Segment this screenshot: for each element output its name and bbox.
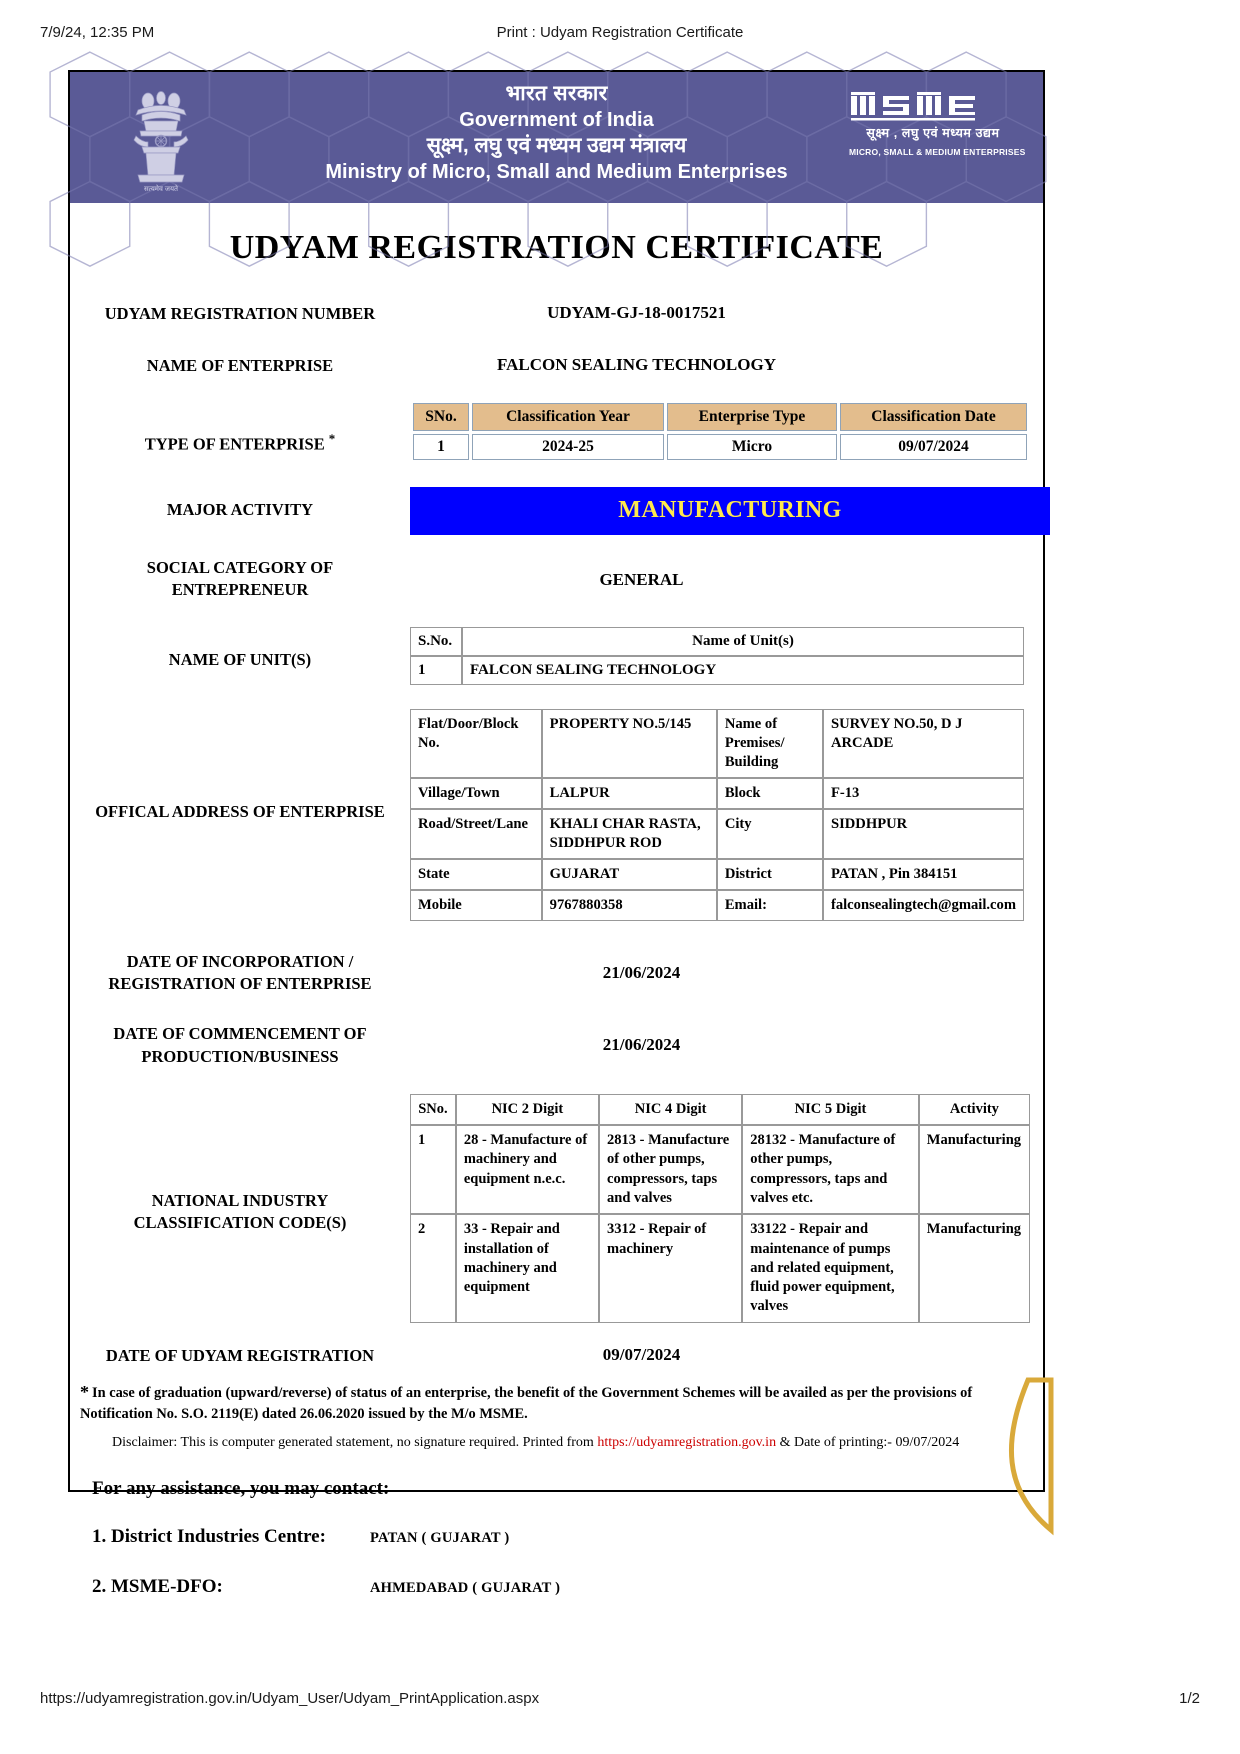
footnote-line1: In case of graduation (upward/reverse) of status of an enterprise, the benefit of the Government Schemes will be availed as per the provisions of bbox=[92, 1384, 973, 1401]
cell-nic-4-digit: 3312 - Repair of machinery bbox=[599, 1214, 742, 1322]
cell-village-value: LALPUR bbox=[542, 778, 717, 809]
major-activity-label: MAJOR ACTIVITY bbox=[166, 499, 314, 519]
table-row bbox=[410, 890, 1024, 921]
assistance-title: For any assistance, you may contact: bbox=[92, 1478, 390, 1500]
col-classification-year: Classification Year bbox=[472, 403, 664, 431]
cell-district-label: District bbox=[717, 859, 823, 890]
social-category-label-line1: SOCIAL CATEGORY OF bbox=[146, 557, 334, 577]
udyam-registration-date-value: 09/07/2024 bbox=[602, 1344, 681, 1364]
cell-unit-sno: 1 bbox=[410, 656, 462, 685]
enterprise-name-label: NAME OF ENTERPRISE bbox=[146, 356, 334, 376]
disclaimer-text-pre: Disclaimer: This is computer generated statement, no signature required. Printed from bbox=[112, 1434, 598, 1450]
row-major-activity bbox=[70, 487, 1043, 535]
major-activity-value: MANUFACTURING bbox=[410, 487, 1050, 535]
col-nic-4-digit: NIC 4 Digit bbox=[599, 1094, 742, 1125]
units-table-wrap bbox=[410, 627, 1043, 685]
row-official-address bbox=[70, 709, 1043, 921]
cell-premises-value: SURVEY NO.50, D J ARCADE bbox=[823, 709, 1024, 778]
row-udyam-registration-date bbox=[70, 1345, 1043, 1367]
classification-table-wrap bbox=[410, 400, 1043, 463]
col-nic-sno: SNo. bbox=[410, 1094, 456, 1125]
table-row bbox=[410, 656, 1024, 685]
dic-label: 1. District Industries Centre: bbox=[92, 1526, 326, 1548]
gov-english: Government of India bbox=[459, 108, 654, 131]
browser-print-header bbox=[0, 24, 1240, 58]
incorporation-date-value: 21/06/2024 bbox=[602, 962, 681, 982]
cell-mobile-value: 9767880358 bbox=[542, 890, 717, 921]
assistance-item-dic bbox=[70, 1526, 1043, 1548]
table-header-row bbox=[410, 1094, 1030, 1125]
cell-nic-5-digit: 28132 - Manufacture of other pumps, compressors, taps and valves etc. bbox=[742, 1125, 919, 1214]
cell-enterprise-type: Micro bbox=[667, 434, 837, 460]
cell-classification-date: 09/07/2024 bbox=[840, 434, 1027, 460]
gold-swoosh-decoration-icon bbox=[933, 1380, 1053, 1530]
cell-classification-year: 2024-25 bbox=[472, 434, 664, 460]
gov-hindi: भारत सरकार bbox=[505, 82, 608, 105]
cell-mobile-label: Mobile bbox=[410, 890, 542, 921]
cell-nic-2-digit: 28 - Manufacture of machinery and equipment n.e.c. bbox=[456, 1125, 599, 1214]
print-footer-page: 1/2 bbox=[1179, 1690, 1200, 1707]
table-row bbox=[410, 709, 1024, 778]
table-row bbox=[410, 1125, 1030, 1214]
table-row bbox=[410, 778, 1024, 809]
row-social-category bbox=[70, 557, 1043, 602]
address-table bbox=[410, 709, 1024, 921]
incorporation-date-label bbox=[70, 951, 410, 996]
nic-table-wrap bbox=[410, 1094, 1043, 1323]
cell-state-label: State bbox=[410, 859, 542, 890]
commencement-date-label-line1: DATE OF COMMENCEMENT OF bbox=[113, 1024, 367, 1044]
cell-city-value: SIDDHPUR bbox=[823, 809, 1024, 859]
col-sno: SNo. bbox=[413, 403, 469, 431]
page-title: UDYAM REGISTRATION CERTIFICATE bbox=[229, 229, 884, 266]
table-row bbox=[413, 434, 1027, 460]
col-enterprise-type: Enterprise Type bbox=[667, 403, 837, 431]
table-row bbox=[410, 1214, 1030, 1322]
ministry-english: Ministry of Micro, Small and Medium Enterprises bbox=[325, 161, 788, 184]
nic-codes-label bbox=[70, 1094, 410, 1235]
social-category-value: GENERAL bbox=[599, 569, 684, 589]
row-nic-codes bbox=[70, 1094, 1043, 1323]
print-title: Print : Udyam Registration Certificate bbox=[496, 24, 744, 41]
cell-nic-activity: Manufacturing bbox=[919, 1125, 1030, 1214]
certificate-banner bbox=[70, 72, 1043, 203]
cell-nic-activity: Manufacturing bbox=[919, 1214, 1030, 1322]
table-row bbox=[410, 809, 1024, 859]
social-category-label bbox=[70, 557, 410, 602]
footnote-star: * bbox=[80, 1381, 89, 1402]
print-timestamp: 7/9/24, 12:35 PM bbox=[40, 24, 155, 41]
msme-logo-english: MICRO, SMALL & MEDIUM ENTERPRISES bbox=[849, 147, 1026, 157]
nic-codes-label-line1: NATIONAL INDUSTRY bbox=[151, 1190, 329, 1210]
commencement-date-label-line2: PRODUCTION/BUSINESS bbox=[141, 1046, 339, 1066]
cell-nic-sno: 1 bbox=[410, 1125, 456, 1214]
cell-block-value: F-13 bbox=[823, 778, 1024, 809]
table-header-row bbox=[413, 403, 1027, 431]
graduation-footnote bbox=[70, 1383, 1043, 1425]
cell-road-value: KHALI CHAR RASTA, SIDDHPUR ROD bbox=[542, 809, 717, 859]
cell-email-label: Email: bbox=[717, 890, 823, 921]
enterprise-type-label-text: TYPE OF ENTERPRISE bbox=[144, 434, 325, 454]
enterprise-type-label bbox=[70, 400, 410, 456]
cell-premises-label: Name of Premises/ Building bbox=[717, 709, 823, 778]
footnote-line2: Notification No. S.O. 2119(E) dated 26.06.2020 issued by the M/o MSME. bbox=[80, 1405, 528, 1422]
ministry-hindi: सूक्ष्म, लघु एवं मध्यम उद्यम मंत्रालय bbox=[426, 134, 687, 158]
col-classification-date: Classification Date bbox=[840, 403, 1027, 431]
cell-unit-name: FALCON SEALING TECHNOLOGY bbox=[462, 656, 1024, 685]
row-registration-number bbox=[70, 303, 1043, 325]
browser-print-footer bbox=[0, 1690, 1240, 1724]
col-nic-2-digit: NIC 2 Digit bbox=[456, 1094, 599, 1125]
col-nic-activity: Activity bbox=[919, 1094, 1030, 1125]
row-unit-names bbox=[70, 627, 1043, 685]
row-enterprise-name bbox=[70, 355, 1043, 377]
classification-table bbox=[410, 400, 1030, 463]
udyam-registration-date-label: DATE OF UDYAM REGISTRATION bbox=[105, 1345, 375, 1365]
urn-label: UDYAM REGISTRATION NUMBER bbox=[104, 304, 376, 323]
col-unit-sno: S.No. bbox=[410, 627, 462, 656]
nic-codes-label-line2: CLASSIFICATION CODE(S) bbox=[133, 1213, 347, 1233]
dfo-label: 2. MSME-DFO: bbox=[92, 1576, 223, 1598]
msme-wordmark-icon bbox=[849, 90, 1017, 124]
cell-nic-4-digit: 2813 - Manufacture of other pumps, compressors, taps and valves bbox=[599, 1125, 742, 1214]
social-category-label-line2: ENTREPRENEUR bbox=[171, 579, 309, 599]
col-unit-name: Name of Unit(s) bbox=[462, 627, 1024, 656]
msme-logo bbox=[849, 90, 1026, 160]
dic-value: PATAN ( GUJARAT ) bbox=[370, 1530, 510, 1547]
cell-flat-value: PROPERTY NO.5/145 bbox=[542, 709, 717, 778]
cell-sno: 1 bbox=[413, 434, 469, 460]
print-footer-url: https://udyamregistration.gov.in/Udyam_User/Udyam_PrintApplication.aspx bbox=[40, 1690, 540, 1707]
udyam-certificate bbox=[68, 70, 1045, 1598]
cell-block-label: Block bbox=[717, 778, 823, 809]
col-nic-5-digit: NIC 5 Digit bbox=[742, 1094, 919, 1125]
row-commencement-date bbox=[70, 1023, 1043, 1068]
row-enterprise-type bbox=[70, 400, 1043, 463]
cell-flat-label: Flat/Door/Block No. bbox=[410, 709, 542, 778]
disclaimer-text-post: & Date of printing:- 09/07/2024 bbox=[776, 1434, 960, 1450]
table-header-row bbox=[410, 627, 1024, 656]
assistance-item-dfo bbox=[70, 1576, 1043, 1598]
cell-district-value: PATAN , Pin 384151 bbox=[823, 859, 1024, 890]
enterprise-name-value: FALCON SEALING TECHNOLOGY bbox=[497, 355, 776, 375]
udyam-portal-link[interactable]: https://udyamregistration.gov.in bbox=[597, 1434, 777, 1450]
nic-table bbox=[410, 1094, 1030, 1323]
unit-names-label: NAME OF UNIT(S) bbox=[168, 650, 312, 670]
incorporation-date-label-line2: REGISTRATION OF ENTERPRISE bbox=[108, 974, 372, 994]
address-table-wrap bbox=[410, 709, 1043, 921]
urn-value: UDYAM-GJ-18-0017521 bbox=[547, 303, 726, 322]
commencement-date-value: 21/06/2024 bbox=[602, 1035, 681, 1055]
cell-email-value: falconsealingtech@gmail.com bbox=[823, 890, 1024, 921]
cell-state-value: GUJARAT bbox=[542, 859, 717, 890]
disclaimer bbox=[70, 1433, 1043, 1453]
table-row bbox=[410, 859, 1024, 890]
official-address-label: OFFICAL ADDRESS OF ENTERPRISE bbox=[95, 802, 385, 822]
cell-village-label: Village/Town bbox=[410, 778, 542, 809]
svg-text:सत्यमेव जयते: सत्यमेव जयते bbox=[143, 186, 179, 193]
cell-nic-5-digit: 33122 - Repair and maintenance of pumps and related equipment, fluid power equipment, valves bbox=[742, 1214, 919, 1322]
cell-road-label: Road/Street/Lane bbox=[410, 809, 542, 859]
row-incorporation-date bbox=[70, 951, 1043, 996]
major-activity-wrap bbox=[410, 487, 1050, 535]
commencement-date-label bbox=[70, 1023, 410, 1068]
msme-logo-hindi: सूक्ष्म , लघु एवं मध्यम उद्यम bbox=[866, 126, 1000, 140]
cell-nic-2-digit: 33 - Repair and installation of machinery and equipment bbox=[456, 1214, 599, 1322]
dfo-value: AHMEDABAD ( GUJARAT ) bbox=[370, 1580, 561, 1597]
enterprise-type-footnote-marker: * bbox=[328, 430, 336, 446]
units-table bbox=[410, 627, 1024, 685]
cell-nic-sno: 2 bbox=[410, 1214, 456, 1322]
cell-city-label: City bbox=[717, 809, 823, 859]
incorporation-date-label-line1: DATE OF INCORPORATION / bbox=[126, 951, 354, 971]
